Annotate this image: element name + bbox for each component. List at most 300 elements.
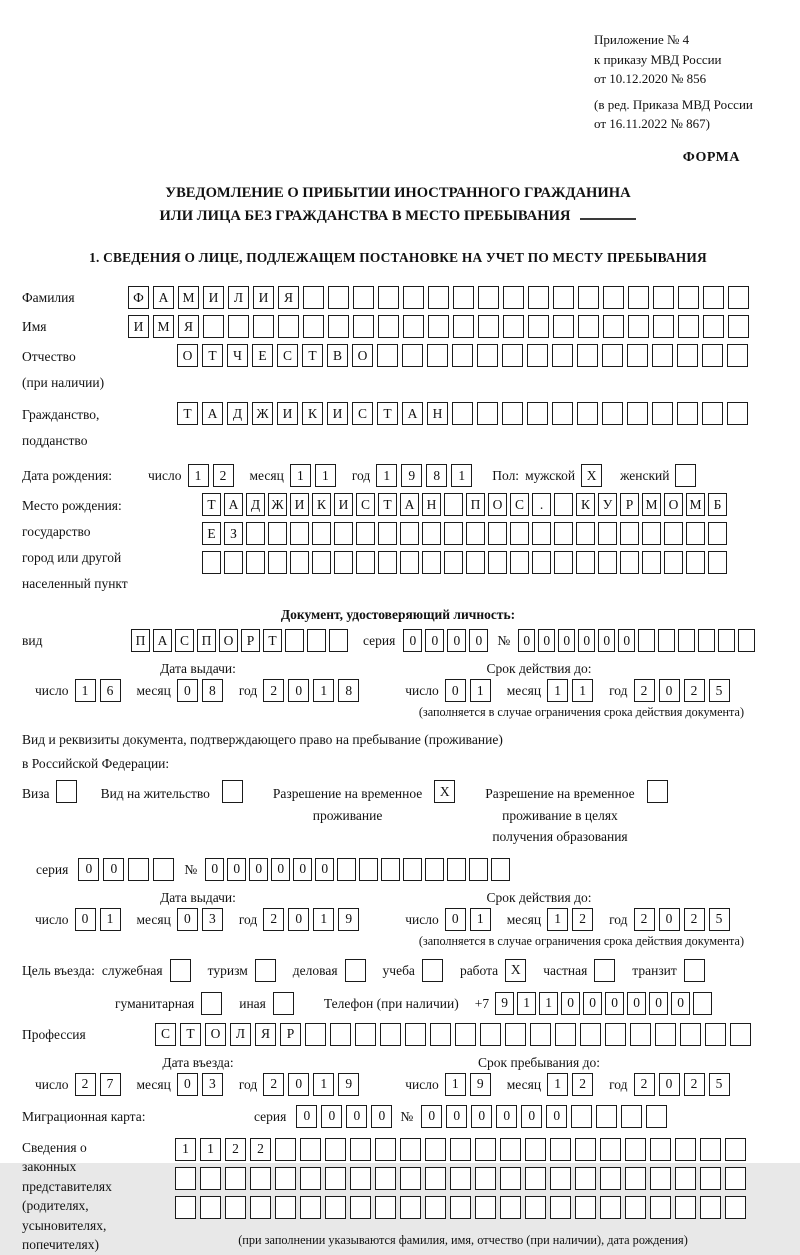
char-cell[interactable]: П xyxy=(466,493,485,516)
char-cell[interactable] xyxy=(450,1196,471,1219)
char-cell[interactable]: И xyxy=(253,286,274,309)
sex-male-checkbox[interactable] xyxy=(581,464,606,487)
char-cell[interactable]: М xyxy=(153,315,174,338)
birth-month-field[interactable] xyxy=(290,464,340,487)
char-cell[interactable] xyxy=(628,315,649,338)
permit-expiry-year[interactable] xyxy=(634,908,734,931)
stay-until-month[interactable] xyxy=(547,1073,597,1096)
char-cell[interactable]: Р xyxy=(241,629,260,652)
char-cell[interactable]: 0 xyxy=(605,992,624,1015)
char-cell[interactable]: 0 xyxy=(659,1073,680,1096)
purpose-business-checkbox[interactable] xyxy=(345,959,370,982)
permit-issue-month[interactable] xyxy=(177,908,227,931)
char-cell[interactable] xyxy=(425,858,444,881)
char-cell[interactable] xyxy=(642,522,661,545)
char-cell[interactable]: Н xyxy=(427,402,448,425)
representatives-line1[interactable] xyxy=(175,1138,750,1161)
char-cell[interactable]: Т xyxy=(377,402,398,425)
char-cell[interactable]: X xyxy=(505,959,526,982)
char-cell[interactable] xyxy=(153,858,174,881)
char-cell[interactable]: Ж xyxy=(268,493,287,516)
doc-series-field[interactable] xyxy=(403,629,491,652)
purpose-humanitarian-checkbox[interactable] xyxy=(201,992,226,1015)
char-cell[interactable] xyxy=(686,522,705,545)
char-cell[interactable] xyxy=(450,1167,471,1190)
char-cell[interactable] xyxy=(550,1167,571,1190)
char-cell[interactable]: 9 xyxy=(338,908,359,931)
char-cell[interactable]: 0 xyxy=(75,908,96,931)
entry-month[interactable] xyxy=(177,1073,227,1096)
char-cell[interactable] xyxy=(453,286,474,309)
char-cell[interactable] xyxy=(422,551,441,574)
char-cell[interactable]: 0 xyxy=(671,992,690,1015)
char-cell[interactable] xyxy=(684,959,705,982)
purpose-tourism-checkbox[interactable] xyxy=(255,959,280,982)
char-cell[interactable]: 0 xyxy=(293,858,312,881)
char-cell[interactable]: А xyxy=(402,402,423,425)
char-cell[interactable]: Я xyxy=(178,315,199,338)
char-cell[interactable]: М xyxy=(178,286,199,309)
char-cell[interactable]: 0 xyxy=(578,629,595,652)
char-cell[interactable]: З xyxy=(224,522,243,545)
char-cell[interactable]: 0 xyxy=(249,858,268,881)
char-cell[interactable] xyxy=(378,286,399,309)
char-cell[interactable] xyxy=(655,1023,676,1046)
char-cell[interactable] xyxy=(502,402,523,425)
char-cell[interactable]: И xyxy=(327,402,348,425)
char-cell[interactable] xyxy=(627,402,648,425)
char-cell[interactable] xyxy=(250,1167,271,1190)
char-cell[interactable] xyxy=(577,402,598,425)
char-cell[interactable] xyxy=(402,344,423,367)
char-cell[interactable] xyxy=(275,1138,296,1161)
char-cell[interactable]: 0 xyxy=(447,629,466,652)
char-cell[interactable]: 8 xyxy=(338,679,359,702)
char-cell[interactable]: Я xyxy=(255,1023,276,1046)
char-cell[interactable]: 1 xyxy=(290,464,311,487)
char-cell[interactable] xyxy=(652,344,673,367)
char-cell[interactable]: 9 xyxy=(470,1073,491,1096)
char-cell[interactable] xyxy=(653,286,674,309)
char-cell[interactable]: 0 xyxy=(271,858,290,881)
char-cell[interactable]: Ч xyxy=(227,344,248,367)
char-cell[interactable]: 9 xyxy=(401,464,422,487)
char-cell[interactable]: 0 xyxy=(177,908,198,931)
char-cell[interactable]: 0 xyxy=(103,858,124,881)
char-cell[interactable]: 2 xyxy=(263,908,284,931)
char-cell[interactable]: Т xyxy=(302,344,323,367)
char-cell[interactable] xyxy=(224,551,243,574)
char-cell[interactable]: О xyxy=(352,344,373,367)
char-cell[interactable]: И xyxy=(203,286,224,309)
char-cell[interactable] xyxy=(500,1196,521,1219)
permit-issue-year[interactable] xyxy=(263,908,363,931)
char-cell[interactable] xyxy=(452,402,473,425)
char-cell[interactable] xyxy=(400,551,419,574)
char-cell[interactable]: 2 xyxy=(572,908,593,931)
char-cell[interactable] xyxy=(703,286,724,309)
residence-permit-checkbox[interactable] xyxy=(222,780,247,803)
char-cell[interactable] xyxy=(605,1023,626,1046)
char-cell[interactable] xyxy=(678,629,695,652)
patronymic-field[interactable] xyxy=(177,344,752,367)
char-cell[interactable]: 0 xyxy=(445,908,466,931)
char-cell[interactable]: Т xyxy=(202,493,221,516)
char-cell[interactable] xyxy=(578,315,599,338)
char-cell[interactable]: 1 xyxy=(315,464,336,487)
char-cell[interactable] xyxy=(452,344,473,367)
char-cell[interactable] xyxy=(203,315,224,338)
char-cell[interactable]: 0 xyxy=(659,908,680,931)
char-cell[interactable] xyxy=(175,1167,196,1190)
char-cell[interactable] xyxy=(328,286,349,309)
doc-expiry-day[interactable] xyxy=(445,679,495,702)
char-cell[interactable]: X xyxy=(434,780,455,803)
char-cell[interactable] xyxy=(664,551,683,574)
char-cell[interactable]: П xyxy=(197,629,216,652)
doc-type-field[interactable] xyxy=(131,629,351,652)
char-cell[interactable]: Б xyxy=(708,493,727,516)
char-cell[interactable] xyxy=(502,344,523,367)
char-cell[interactable] xyxy=(200,1167,221,1190)
char-cell[interactable] xyxy=(625,1196,646,1219)
char-cell[interactable]: С xyxy=(352,402,373,425)
char-cell[interactable] xyxy=(650,1167,671,1190)
char-cell[interactable] xyxy=(680,1023,701,1046)
char-cell[interactable] xyxy=(675,1196,696,1219)
char-cell[interactable] xyxy=(477,402,498,425)
birth-place-line2[interactable] xyxy=(202,522,730,545)
char-cell[interactable] xyxy=(403,286,424,309)
char-cell[interactable] xyxy=(510,522,529,545)
char-cell[interactable] xyxy=(356,551,375,574)
char-cell[interactable]: 2 xyxy=(634,1073,655,1096)
permit-series-field[interactable] xyxy=(78,858,178,881)
char-cell[interactable]: 0 xyxy=(177,1073,198,1096)
char-cell[interactable] xyxy=(428,315,449,338)
char-cell[interactable]: О xyxy=(219,629,238,652)
char-cell[interactable] xyxy=(675,1167,696,1190)
char-cell[interactable]: 0 xyxy=(583,992,602,1015)
stay-until-year[interactable] xyxy=(634,1073,734,1096)
citizenship-field[interactable] xyxy=(177,402,752,425)
char-cell[interactable]: 0 xyxy=(558,629,575,652)
char-cell[interactable] xyxy=(553,315,574,338)
char-cell[interactable]: С xyxy=(277,344,298,367)
char-cell[interactable]: 1 xyxy=(547,908,568,931)
char-cell[interactable] xyxy=(630,1023,651,1046)
char-cell[interactable] xyxy=(500,1138,521,1161)
char-cell[interactable]: 0 xyxy=(425,629,444,652)
char-cell[interactable]: 1 xyxy=(75,679,96,702)
char-cell[interactable] xyxy=(598,551,617,574)
char-cell[interactable]: Ф xyxy=(128,286,149,309)
char-cell[interactable] xyxy=(571,1105,592,1128)
char-cell[interactable] xyxy=(700,1167,721,1190)
char-cell[interactable]: Д xyxy=(227,402,248,425)
char-cell[interactable]: Я xyxy=(278,286,299,309)
char-cell[interactable] xyxy=(255,959,276,982)
char-cell[interactable]: А xyxy=(400,493,419,516)
birth-year-field[interactable] xyxy=(376,464,476,487)
char-cell[interactable] xyxy=(359,858,378,881)
char-cell[interactable]: 9 xyxy=(338,1073,359,1096)
char-cell[interactable] xyxy=(253,315,274,338)
char-cell[interactable] xyxy=(268,522,287,545)
char-cell[interactable] xyxy=(300,1196,321,1219)
char-cell[interactable] xyxy=(488,522,507,545)
char-cell[interactable]: 0 xyxy=(446,1105,467,1128)
char-cell[interactable]: К xyxy=(576,493,595,516)
char-cell[interactable] xyxy=(603,315,624,338)
char-cell[interactable]: 0 xyxy=(496,1105,517,1128)
char-cell[interactable]: X xyxy=(581,464,602,487)
char-cell[interactable]: И xyxy=(128,315,149,338)
char-cell[interactable] xyxy=(175,1196,196,1219)
char-cell[interactable] xyxy=(598,522,617,545)
char-cell[interactable] xyxy=(202,551,221,574)
migration-number-field[interactable] xyxy=(421,1105,671,1128)
char-cell[interactable]: 0 xyxy=(561,992,580,1015)
char-cell[interactable] xyxy=(403,315,424,338)
char-cell[interactable] xyxy=(555,1023,576,1046)
char-cell[interactable] xyxy=(708,522,727,545)
char-cell[interactable] xyxy=(228,315,249,338)
char-cell[interactable] xyxy=(708,551,727,574)
char-cell[interactable]: 0 xyxy=(471,1105,492,1128)
char-cell[interactable] xyxy=(250,1196,271,1219)
char-cell[interactable]: 1 xyxy=(470,908,491,931)
char-cell[interactable] xyxy=(444,551,463,574)
char-cell[interactable] xyxy=(658,629,675,652)
char-cell[interactable]: Т xyxy=(180,1023,201,1046)
char-cell[interactable] xyxy=(450,1138,471,1161)
char-cell[interactable]: С xyxy=(356,493,375,516)
char-cell[interactable] xyxy=(702,344,723,367)
char-cell[interactable] xyxy=(505,1023,526,1046)
char-cell[interactable] xyxy=(727,344,748,367)
char-cell[interactable] xyxy=(553,286,574,309)
char-cell[interactable] xyxy=(596,1105,617,1128)
char-cell[interactable] xyxy=(480,1023,501,1046)
char-cell[interactable] xyxy=(550,1196,571,1219)
char-cell[interactable]: 0 xyxy=(296,1105,317,1128)
char-cell[interactable]: 2 xyxy=(263,1073,284,1096)
char-cell[interactable] xyxy=(405,1023,426,1046)
char-cell[interactable]: 2 xyxy=(250,1138,271,1161)
char-cell[interactable]: Д xyxy=(246,493,265,516)
char-cell[interactable] xyxy=(453,315,474,338)
char-cell[interactable] xyxy=(554,551,573,574)
char-cell[interactable]: 0 xyxy=(321,1105,342,1128)
char-cell[interactable] xyxy=(400,522,419,545)
char-cell[interactable] xyxy=(725,1167,746,1190)
doc-issue-month[interactable] xyxy=(177,679,227,702)
birth-place-line1[interactable] xyxy=(202,493,730,516)
char-cell[interactable] xyxy=(525,1138,546,1161)
char-cell[interactable] xyxy=(625,1167,646,1190)
char-cell[interactable]: 1 xyxy=(200,1138,221,1161)
char-cell[interactable]: 1 xyxy=(470,679,491,702)
char-cell[interactable] xyxy=(602,402,623,425)
doc-expiry-month[interactable] xyxy=(547,679,597,702)
char-cell[interactable] xyxy=(400,1196,421,1219)
char-cell[interactable] xyxy=(478,315,499,338)
char-cell[interactable]: 2 xyxy=(572,1073,593,1096)
representatives-line3[interactable] xyxy=(175,1196,750,1219)
char-cell[interactable] xyxy=(527,344,548,367)
char-cell[interactable]: А xyxy=(153,286,174,309)
char-cell[interactable]: 1 xyxy=(517,992,536,1015)
char-cell[interactable] xyxy=(246,551,265,574)
char-cell[interactable] xyxy=(300,1138,321,1161)
char-cell[interactable]: 0 xyxy=(546,1105,567,1128)
char-cell[interactable]: С xyxy=(175,629,194,652)
char-cell[interactable] xyxy=(528,286,549,309)
char-cell[interactable] xyxy=(646,1105,667,1128)
char-cell[interactable] xyxy=(576,551,595,574)
char-cell[interactable] xyxy=(475,1138,496,1161)
char-cell[interactable] xyxy=(578,286,599,309)
char-cell[interactable]: О xyxy=(664,493,683,516)
char-cell[interactable] xyxy=(378,551,397,574)
migration-series-field[interactable] xyxy=(296,1105,396,1128)
char-cell[interactable]: У xyxy=(598,493,617,516)
char-cell[interactable] xyxy=(246,522,265,545)
char-cell[interactable] xyxy=(738,629,755,652)
char-cell[interactable]: 1 xyxy=(451,464,472,487)
char-cell[interactable]: О xyxy=(205,1023,226,1046)
char-cell[interactable]: 2 xyxy=(213,464,234,487)
char-cell[interactable] xyxy=(621,1105,642,1128)
char-cell[interactable]: 0 xyxy=(288,1073,309,1096)
char-cell[interactable]: 0 xyxy=(288,679,309,702)
char-cell[interactable]: А xyxy=(153,629,172,652)
char-cell[interactable]: 9 xyxy=(495,992,514,1015)
char-cell[interactable] xyxy=(222,780,243,803)
char-cell[interactable]: Т xyxy=(177,402,198,425)
profession-field[interactable] xyxy=(155,1023,755,1046)
char-cell[interactable] xyxy=(330,1023,351,1046)
char-cell[interactable] xyxy=(334,551,353,574)
char-cell[interactable] xyxy=(285,629,304,652)
char-cell[interactable] xyxy=(328,315,349,338)
char-cell[interactable]: 8 xyxy=(426,464,447,487)
char-cell[interactable] xyxy=(677,344,698,367)
char-cell[interactable]: 1 xyxy=(313,1073,334,1096)
char-cell[interactable] xyxy=(488,551,507,574)
phone-field[interactable] xyxy=(495,992,715,1015)
char-cell[interactable] xyxy=(532,522,551,545)
purpose-official-checkbox[interactable] xyxy=(170,959,195,982)
char-cell[interactable]: С xyxy=(155,1023,176,1046)
char-cell[interactable] xyxy=(447,858,466,881)
char-cell[interactable] xyxy=(422,522,441,545)
char-cell[interactable] xyxy=(128,858,149,881)
char-cell[interactable] xyxy=(469,858,488,881)
char-cell[interactable] xyxy=(380,1023,401,1046)
char-cell[interactable] xyxy=(600,1196,621,1219)
purpose-work-checkbox[interactable] xyxy=(505,959,530,982)
char-cell[interactable] xyxy=(650,1138,671,1161)
char-cell[interactable] xyxy=(444,522,463,545)
char-cell[interactable] xyxy=(375,1167,396,1190)
char-cell[interactable]: Н xyxy=(422,493,441,516)
char-cell[interactable] xyxy=(350,1138,371,1161)
char-cell[interactable] xyxy=(664,522,683,545)
char-cell[interactable]: 2 xyxy=(684,1073,705,1096)
char-cell[interactable] xyxy=(552,344,573,367)
permit-number-field[interactable] xyxy=(205,858,513,881)
purpose-study-checkbox[interactable] xyxy=(422,959,447,982)
char-cell[interactable] xyxy=(475,1196,496,1219)
char-cell[interactable]: 0 xyxy=(421,1105,442,1128)
char-cell[interactable]: Ж xyxy=(252,402,273,425)
char-cell[interactable]: 0 xyxy=(598,629,615,652)
char-cell[interactable]: 1 xyxy=(188,464,209,487)
char-cell[interactable] xyxy=(478,286,499,309)
char-cell[interactable]: В xyxy=(327,344,348,367)
char-cell[interactable] xyxy=(700,1196,721,1219)
char-cell[interactable]: Л xyxy=(230,1023,251,1046)
char-cell[interactable] xyxy=(500,1167,521,1190)
char-cell[interactable] xyxy=(355,1023,376,1046)
char-cell[interactable] xyxy=(653,315,674,338)
char-cell[interactable] xyxy=(353,315,374,338)
char-cell[interactable]: Е xyxy=(252,344,273,367)
char-cell[interactable] xyxy=(625,1138,646,1161)
char-cell[interactable] xyxy=(425,1167,446,1190)
char-cell[interactable]: М xyxy=(642,493,661,516)
char-cell[interactable] xyxy=(275,1196,296,1219)
char-cell[interactable]: И xyxy=(290,493,309,516)
doc-issue-day[interactable] xyxy=(75,679,125,702)
char-cell[interactable]: 0 xyxy=(445,679,466,702)
char-cell[interactable] xyxy=(329,629,348,652)
char-cell[interactable] xyxy=(693,992,712,1015)
char-cell[interactable]: О xyxy=(177,344,198,367)
char-cell[interactable]: 1 xyxy=(313,679,334,702)
char-cell[interactable] xyxy=(477,344,498,367)
purpose-other-checkbox[interactable] xyxy=(273,992,298,1015)
char-cell[interactable] xyxy=(325,1167,346,1190)
char-cell[interactable]: 0 xyxy=(177,679,198,702)
visa-checkbox[interactable] xyxy=(56,780,81,803)
char-cell[interactable] xyxy=(466,551,485,574)
char-cell[interactable] xyxy=(381,858,400,881)
char-cell[interactable] xyxy=(700,1138,721,1161)
char-cell[interactable] xyxy=(444,493,463,516)
char-cell[interactable]: 1 xyxy=(376,464,397,487)
char-cell[interactable] xyxy=(312,522,331,545)
char-cell[interactable]: 1 xyxy=(547,679,568,702)
char-cell[interactable] xyxy=(400,1138,421,1161)
purpose-private-checkbox[interactable] xyxy=(594,959,619,982)
char-cell[interactable] xyxy=(378,315,399,338)
purpose-transit-checkbox[interactable] xyxy=(684,959,709,982)
char-cell[interactable]: 1 xyxy=(445,1073,466,1096)
char-cell[interactable]: Р xyxy=(620,493,639,516)
char-cell[interactable] xyxy=(575,1167,596,1190)
char-cell[interactable]: 0 xyxy=(403,629,422,652)
char-cell[interactable] xyxy=(528,315,549,338)
char-cell[interactable] xyxy=(305,1023,326,1046)
char-cell[interactable] xyxy=(200,1196,221,1219)
char-cell[interactable]: 8 xyxy=(202,679,223,702)
char-cell[interactable] xyxy=(603,286,624,309)
char-cell[interactable] xyxy=(378,522,397,545)
char-cell[interactable] xyxy=(647,780,668,803)
